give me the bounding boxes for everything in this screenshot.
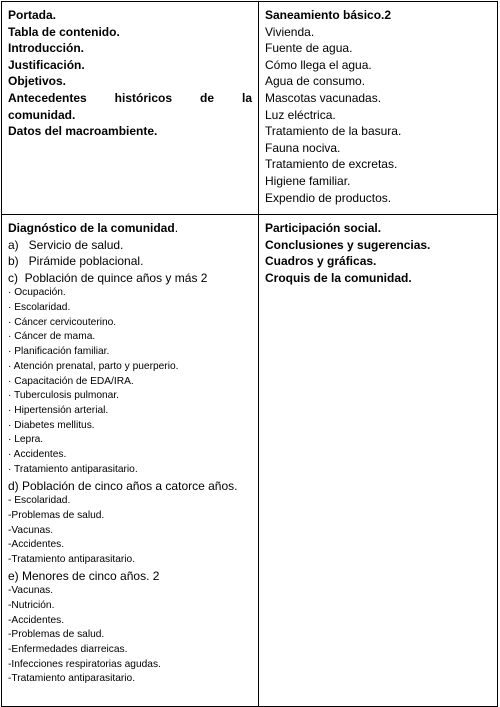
list-item: Expendio de productos.: [265, 190, 392, 205]
list-item: -Problemas de salud.: [8, 629, 105, 641]
heading-diagnostico: Diagnóstico de la comunidad: [8, 221, 175, 235]
list-item: Higiene familiar.: [265, 173, 351, 188]
item-participacion-social: Participación social.: [265, 221, 382, 235]
item-antecedentes: [8, 90, 252, 107]
list-item: - Escolaridad.: [8, 495, 71, 507]
list-item: -Accidentes.: [8, 539, 65, 551]
list-item: Vivienda.: [265, 24, 315, 39]
list-item: Tratamiento de la basura.: [265, 124, 402, 139]
list-item: -Tratamiento antiparasitario.: [8, 673, 136, 685]
table-row: [2, 215, 498, 707]
item-objetivos: Objetivos.: [8, 74, 67, 89]
item-poblacion-cinco-catorce: d) Población de cinco años a catorce años.: [8, 478, 238, 493]
heading-diagnostico-period: .: [174, 221, 179, 235]
heading-diagnostico-line: [8, 220, 252, 237]
cell-bottom-left: [2, 215, 259, 707]
item-poblacion-quince: c) Población de quince años y más 2: [8, 270, 208, 285]
list-item: Cómo llega el agua.: [265, 57, 372, 72]
list-item: -Problemas de salud.: [8, 509, 105, 521]
list-item: · Lepra.: [8, 434, 44, 446]
list-item: · Tratamiento antiparasitario.: [8, 463, 138, 475]
cell-top-right: [259, 2, 498, 215]
item-datos-macroambiente: Datos del macroambiente.: [8, 124, 158, 139]
heading-saneamiento: Saneamiento básico.2: [265, 8, 392, 22]
list-item: · Cáncer cervicouterino.: [8, 316, 117, 328]
word-la: la: [241, 90, 252, 105]
word-antecedentes: Antecedentes: [8, 90, 87, 105]
item-justificacion: Justificación.: [8, 57, 85, 72]
list-item: · Cáncer de mama.: [8, 331, 96, 343]
item-croquis: Croquis de la comunidad.: [265, 270, 412, 285]
list-item: -Accidentes.: [8, 614, 65, 626]
list-item: -Tratamiento antiparasitario.: [8, 553, 136, 565]
item-antecedentes-cont: comunidad.: [8, 107, 76, 122]
word-historicos: históricos: [114, 90, 173, 105]
list-item: -Vacunas.: [8, 585, 54, 597]
list-item: · Diabetes mellitus.: [8, 419, 95, 431]
item-cuadros-graficas: Cuadros y gráficas.: [265, 254, 377, 269]
list-item: -Enfermedades diarreicas.: [8, 644, 128, 656]
cell-top-left: [2, 2, 259, 215]
list-item: · Atención prenatal, parto y puerperio.: [8, 360, 179, 372]
list-item: · Escolaridad.: [8, 302, 71, 314]
item-introduccion: Introducción.: [8, 41, 84, 56]
list-item: Mascotas vacunadas.: [265, 90, 382, 105]
list-item: -Infecciones respiratorias agudas.: [8, 658, 161, 670]
list-item: · Planificación familiar.: [8, 346, 110, 358]
table-row: [2, 2, 498, 215]
cell-bottom-right: [259, 215, 498, 707]
list-item: · Tuberculosis pulmonar.: [8, 390, 119, 402]
list-item: -Nutrición.: [8, 599, 55, 611]
item-servicio-salud: a) Servicio de salud.: [8, 237, 124, 252]
item-conclusiones: Conclusiones y sugerencias.: [265, 237, 431, 252]
list-item: · Ocupación.: [8, 287, 66, 299]
list-item: Tratamiento de excretas.: [265, 157, 398, 172]
item-tabla-contenido: Tabla de contenido.: [8, 24, 120, 39]
list-item: · Hipertensión arterial.: [8, 405, 109, 416]
item-menores-cinco: e) Menores de cinco años. 2: [8, 568, 160, 583]
outline-table: [1, 1, 498, 707]
list-item: -Vacunas.: [8, 524, 54, 536]
list-item: Luz eléctrica.: [265, 107, 336, 122]
list-item: Fauna nociva.: [265, 140, 341, 155]
list-item: · Accidentes.: [8, 449, 67, 461]
item-piramide-poblacional: b) Pirámide poblacional.: [8, 254, 144, 269]
list-item: Fuente de agua.: [265, 41, 353, 56]
list-item: · Capacitación de EDA/IRA.: [8, 375, 134, 387]
word-de: de: [200, 90, 215, 105]
list-item: Agua de consumo.: [265, 74, 366, 89]
item-portada: Portada.: [8, 8, 57, 22]
